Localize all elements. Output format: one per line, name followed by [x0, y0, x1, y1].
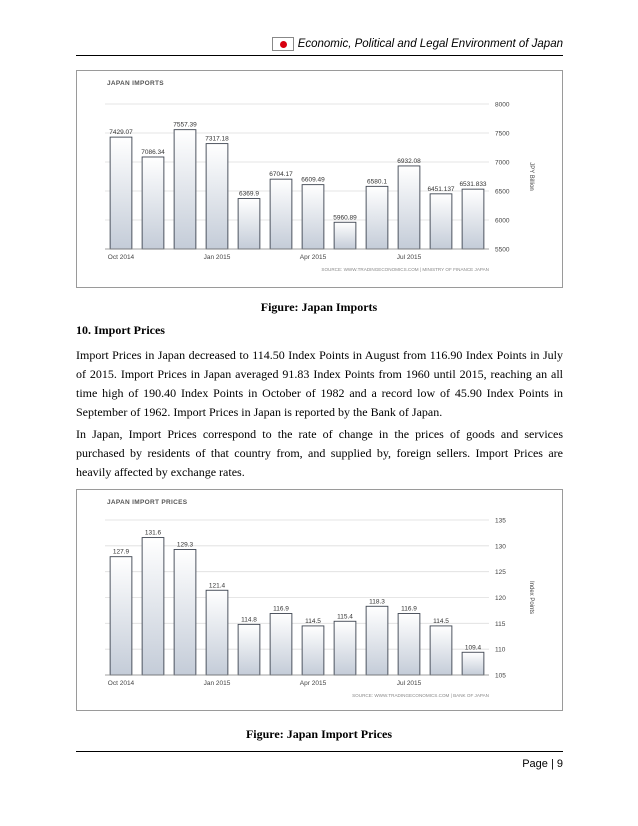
- prices-source: SOURCE: WWW.TRADINGECONOMICS.COM | BANK OF JAPAN: [352, 693, 489, 698]
- prices-bar: [270, 614, 292, 675]
- prices-value-label: 129.3: [176, 541, 194, 549]
- imports-bar: [142, 157, 164, 249]
- figure1-caption: Figure: Japan Imports: [260, 300, 378, 314]
- prices-value-label: 109.4: [464, 644, 482, 652]
- prices-y-tick-label: 115: [495, 620, 506, 628]
- prices-value-label: 115.4: [337, 613, 353, 621]
- imports-y-tick-label: 7500: [495, 130, 510, 138]
- japan-import-prices-svg: [77, 490, 562, 710]
- imports-bar: [334, 222, 356, 249]
- prices-bar: [334, 621, 356, 675]
- imports-value-label: 6451.137: [427, 185, 455, 193]
- prices-x-tick-label: Oct 2014: [107, 680, 135, 687]
- prices-y-tick-label: 120: [495, 595, 506, 602]
- imports-y-axis-label: JPY Billion: [528, 162, 534, 191]
- imports-value-label: 6369.9: [239, 190, 259, 198]
- imports-value-label: 6704.17: [269, 171, 293, 179]
- imports-value-label: 6580.1: [367, 178, 387, 186]
- prices-bar: [462, 652, 484, 675]
- prices-y-tick-label: 105: [495, 672, 506, 680]
- japan-imports-svg: [77, 71, 562, 287]
- imports-x-tick-label: Oct 2014: [107, 254, 135, 261]
- prices-x-tick-label: Apr 2015: [299, 680, 327, 687]
- imports-bar: [366, 186, 388, 249]
- flag-red-disc: [280, 41, 287, 48]
- section-heading: 10. Import Prices: [76, 323, 165, 337]
- imports-source: SOURCE: WWW.TRADINGECONOMICS.COM | MINISTRY OF FINANCE JAPAN: [321, 267, 489, 272]
- prices-bar: [398, 614, 420, 675]
- imports-bar: [238, 199, 260, 249]
- imports-value-label: 7557.39: [173, 121, 197, 129]
- imports-x-tick-label: Jan 2015: [203, 254, 231, 261]
- imports-bar: [398, 166, 420, 249]
- imports-x-tick-label: Jul 2015: [396, 254, 422, 261]
- imports-y-tick-label: 6000: [495, 217, 510, 225]
- prices-y-tick-label: 130: [495, 543, 506, 551]
- footer-rule: [76, 751, 563, 752]
- imports-value-label: 7429.07: [109, 129, 133, 137]
- prices-x-tick-label: Jan 2015: [203, 680, 231, 687]
- prices-bar: [206, 590, 228, 675]
- imports-value-label: 6609.49: [301, 176, 325, 184]
- imports-value-label: 6932.08: [397, 157, 421, 165]
- prices-y-tick-label: 110: [495, 646, 506, 654]
- paragraph-import-prices-definition: In Japan, Import Prices correspond to the rate of change in the prices of goods and services purchased by residents of that country from, and supplied by, foreign sellers. Import Prices are heavily affected by exchange rates.: [76, 427, 563, 479]
- imports-value-label: 5960.89: [333, 214, 357, 222]
- imports-bar: [270, 179, 292, 249]
- prices-y-tick-label: 135: [495, 517, 506, 525]
- prices-value-label: 114.8: [241, 616, 257, 624]
- imports-bar: [206, 144, 228, 249]
- prices-x-tick-label: Jul 2015: [396, 680, 422, 687]
- japan-flag-icon: [272, 37, 294, 51]
- prices-bar: [366, 606, 388, 675]
- imports-y-tick-label: 6500: [495, 188, 510, 196]
- imports-x-tick-label: Apr 2015: [299, 254, 327, 261]
- prices-value-label: 121.4: [208, 582, 226, 590]
- page-number: Page | 9: [522, 758, 563, 770]
- prices-bar: [430, 626, 452, 675]
- prices-bar: [110, 557, 132, 675]
- japan-imports-chart: [76, 70, 563, 288]
- prices-value-label: 116.9: [273, 605, 289, 613]
- paragraph-import-prices-stats: Import Prices in Japan decreased to 114.50 Index Points in August from 116.90 Index Points in July of 2015. Import Prices in Japan averaged 91.83 Index Points from 1960 until 2015, reaching an all time high of 190.40 Index Points in October of 1982 and a record low of 45.90 Index Points in September of 1962. Import Prices in Japan is reported by the Bank of Japan.: [76, 348, 563, 419]
- imports-bar: [462, 189, 484, 249]
- imports-y-tick-label: 5500: [495, 246, 510, 254]
- imports-bar: [110, 137, 132, 249]
- header-rule: [76, 55, 563, 56]
- imports-title: JAPAN IMPORTS: [107, 80, 164, 87]
- prices-value-label: 127.9: [112, 548, 130, 556]
- prices-value-label: 114.5: [305, 617, 321, 625]
- imports-bar: [430, 194, 452, 249]
- imports-bar: [174, 130, 196, 249]
- prices-value-label: 118.3: [369, 598, 385, 606]
- figure2-caption: Figure: Japan Import Prices: [245, 727, 393, 741]
- prices-bar: [302, 626, 324, 675]
- prices-bar: [142, 538, 164, 675]
- prices-value-label: 116.9: [401, 605, 417, 613]
- prices-bar: [174, 549, 196, 675]
- header-title: Economic, Political and Legal Environment of Japan: [297, 38, 563, 50]
- prices-y-tick-label: 125: [495, 569, 506, 577]
- japan-import-prices-chart: [76, 489, 563, 711]
- page-header: [272, 37, 563, 51]
- imports-value-label: 6531.833: [459, 181, 487, 189]
- prices-y-axis-label: Index Points: [528, 580, 534, 615]
- imports-value-label: 7086.34: [141, 148, 165, 156]
- imports-value-label: 7317.18: [205, 135, 229, 143]
- prices-title: JAPAN IMPORT PRICES: [107, 499, 188, 506]
- prices-value-label: 131.6: [144, 529, 162, 537]
- prices-bar: [238, 624, 260, 675]
- prices-value-label: 114.5: [433, 617, 449, 625]
- imports-bar: [302, 185, 324, 249]
- imports-y-tick-label: 7000: [495, 159, 510, 167]
- imports-y-tick-label: 8000: [495, 101, 510, 109]
